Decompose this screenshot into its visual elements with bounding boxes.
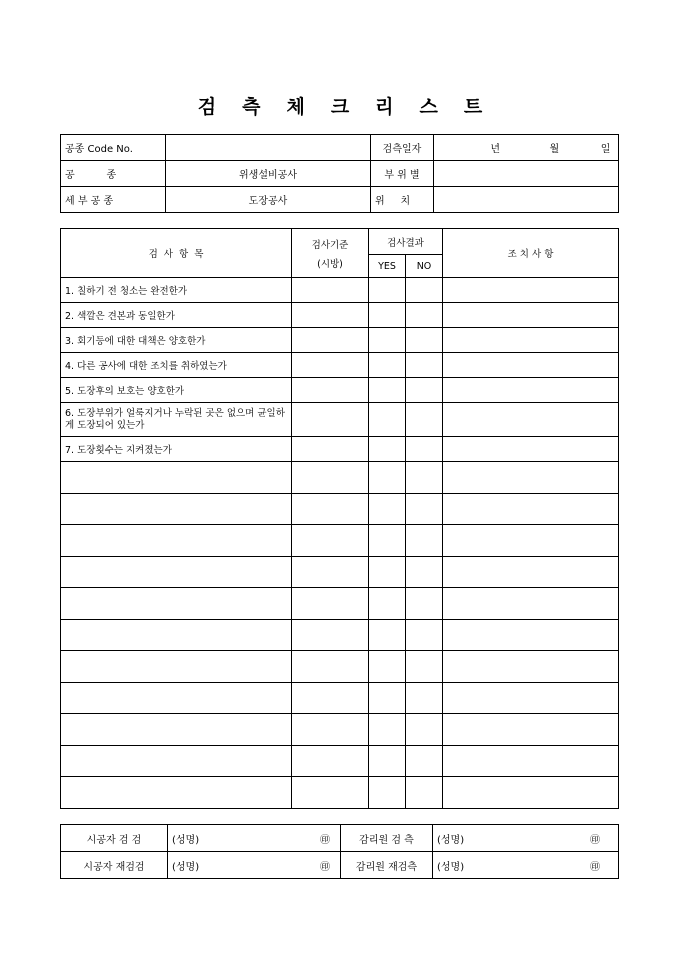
- date-day: 일: [600, 144, 611, 155]
- checklist-row: [61, 303, 619, 328]
- no-cell[interactable]: [406, 378, 443, 403]
- checklist-table: [60, 228, 619, 809]
- yes-cell[interactable]: [369, 651, 406, 683]
- detail-label: 세 부 공 종: [61, 187, 166, 213]
- action-cell[interactable]: [443, 462, 619, 494]
- item-cell[interactable]: [61, 777, 292, 809]
- item-cell[interactable]: 6. 도장부위가 얼룩지거나 누락된 곳은 없으며 균일하게 도장되어 있는가: [61, 403, 292, 437]
- info-row-detail: [61, 187, 619, 213]
- criteria-cell[interactable]: [292, 353, 369, 378]
- criteria-cell[interactable]: [292, 777, 369, 809]
- no-header: NO: [406, 255, 443, 278]
- yes-cell[interactable]: [369, 378, 406, 403]
- item-cell[interactable]: [61, 462, 292, 494]
- action-cell[interactable]: [443, 745, 619, 777]
- yes-cell[interactable]: [369, 437, 406, 462]
- action-cell[interactable]: [443, 378, 619, 403]
- criteria-cell[interactable]: [292, 714, 369, 746]
- checklist-body: [61, 278, 619, 809]
- yes-cell[interactable]: [369, 619, 406, 651]
- action-cell[interactable]: [443, 588, 619, 620]
- action-cell[interactable]: [443, 682, 619, 714]
- info-table: [60, 134, 619, 213]
- action-cell[interactable]: [443, 437, 619, 462]
- inspect-date-label: 검측일자: [371, 135, 434, 161]
- criteria-cell[interactable]: [292, 278, 369, 303]
- supervisor-name-label: (성명): [437, 834, 465, 846]
- checklist-row: [61, 403, 619, 437]
- checklist-row: [61, 682, 619, 714]
- no-cell[interactable]: [406, 525, 443, 557]
- checklist-row: [61, 619, 619, 651]
- item-cell[interactable]: 1. 칠하기 전 청소는 완전한가: [61, 278, 292, 303]
- no-cell[interactable]: [406, 353, 443, 378]
- action-header: 조 치 사 항: [443, 229, 619, 278]
- item-cell[interactable]: 4. 다른 공사에 대한 조치를 취하였는가: [61, 353, 292, 378]
- signature-row-reinspect: [61, 852, 619, 879]
- signature-row-inspect: [61, 825, 619, 852]
- title-char: 크: [330, 96, 350, 118]
- contractor-reinspect-sign[interactable]: [168, 852, 341, 879]
- no-cell[interactable]: [406, 714, 443, 746]
- contractor-inspect-label: 시공자 검 검: [61, 825, 168, 852]
- checklist-row: [61, 278, 619, 303]
- action-cell[interactable]: [443, 525, 619, 557]
- criteria-cell[interactable]: [292, 619, 369, 651]
- criteria-cell[interactable]: [292, 745, 369, 777]
- location-label: 위 치: [371, 187, 434, 213]
- contractor-reinspect-label: 시공자 재검검: [61, 852, 168, 879]
- item-cell[interactable]: [61, 745, 292, 777]
- action-cell[interactable]: [443, 493, 619, 525]
- seal-mark: ㊞: [320, 834, 330, 846]
- criteria-cell[interactable]: [292, 556, 369, 588]
- no-cell[interactable]: [406, 328, 443, 353]
- checklist-row: [61, 437, 619, 462]
- no-cell[interactable]: [406, 619, 443, 651]
- item-cell[interactable]: [61, 493, 292, 525]
- criteria-header: [292, 229, 369, 278]
- checklist-row: [61, 745, 619, 777]
- no-cell[interactable]: [406, 588, 443, 620]
- date-year: 년: [490, 144, 500, 155]
- yes-cell[interactable]: [369, 353, 406, 378]
- yes-header: YES: [369, 255, 406, 278]
- checklist-row: [61, 588, 619, 620]
- yes-cell[interactable]: [369, 462, 406, 494]
- supervisor-reinspect-sign[interactable]: [433, 852, 619, 879]
- no-cell[interactable]: [406, 651, 443, 683]
- checklist-row: [61, 714, 619, 746]
- yes-cell[interactable]: [369, 278, 406, 303]
- action-cell[interactable]: [443, 403, 619, 437]
- action-cell[interactable]: [443, 353, 619, 378]
- yes-cell[interactable]: [369, 556, 406, 588]
- checklist-row: [61, 328, 619, 353]
- item-cell[interactable]: 2. 색깔은 견본과 동일한가: [61, 303, 292, 328]
- item-cell[interactable]: [61, 682, 292, 714]
- action-cell[interactable]: [443, 556, 619, 588]
- criteria-cell[interactable]: [292, 403, 369, 437]
- yes-cell[interactable]: [369, 403, 406, 437]
- title-char: 스: [419, 96, 438, 118]
- signature-table: [60, 824, 619, 879]
- seal-mark: ㊞: [590, 834, 600, 846]
- item-cell[interactable]: [61, 714, 292, 746]
- no-cell[interactable]: [406, 745, 443, 777]
- supervisor-inspect-label: 감리원 검 측: [341, 825, 433, 852]
- part-label: 부 위 별: [371, 161, 434, 187]
- work-type-label: 공 종: [61, 161, 166, 187]
- part-value[interactable]: [434, 161, 619, 187]
- item-cell[interactable]: 5. 도장후의 보호는 양호한가: [61, 378, 292, 403]
- item-header: 검 사 항 목: [61, 229, 292, 278]
- info-row-type: [61, 161, 619, 187]
- result-header: 검사결과: [369, 229, 443, 255]
- no-cell[interactable]: [406, 777, 443, 809]
- item-cell[interactable]: [61, 588, 292, 620]
- checklist-row: [61, 777, 619, 809]
- seal-mark: ㊞: [590, 861, 600, 873]
- checklist-row: [61, 378, 619, 403]
- item-cell[interactable]: 7. 도장횟수는 지켜졌는가: [61, 437, 292, 462]
- action-cell[interactable]: [443, 278, 619, 303]
- action-cell[interactable]: [443, 619, 619, 651]
- yes-cell[interactable]: [369, 714, 406, 746]
- supervisor-name-label: (성명): [437, 861, 465, 873]
- criteria-cell[interactable]: [292, 462, 369, 494]
- criteria-cell[interactable]: [292, 682, 369, 714]
- no-cell[interactable]: [406, 556, 443, 588]
- criteria-header-line1: 검사기준: [311, 239, 349, 251]
- action-cell[interactable]: [443, 328, 619, 353]
- checklist-row: [61, 556, 619, 588]
- item-cell[interactable]: [61, 619, 292, 651]
- item-cell[interactable]: [61, 556, 292, 588]
- inspect-date-value[interactable]: [434, 135, 619, 161]
- title-char: 체: [286, 96, 305, 118]
- title-char: 트: [463, 96, 483, 118]
- no-cell[interactable]: [406, 437, 443, 462]
- work-type-value[interactable]: 위생설비공사: [166, 161, 371, 187]
- no-cell[interactable]: [406, 303, 443, 328]
- criteria-cell[interactable]: [292, 525, 369, 557]
- action-cell[interactable]: [443, 303, 619, 328]
- supervisor-inspect-sign[interactable]: [433, 825, 619, 852]
- yes-cell[interactable]: [369, 328, 406, 353]
- action-cell[interactable]: [443, 651, 619, 683]
- title-char: 검: [197, 96, 217, 118]
- no-cell[interactable]: [406, 278, 443, 303]
- item-cell[interactable]: [61, 651, 292, 683]
- yes-cell[interactable]: [369, 745, 406, 777]
- no-cell[interactable]: [406, 462, 443, 494]
- yes-cell[interactable]: [369, 777, 406, 809]
- yes-cell[interactable]: [369, 588, 406, 620]
- checklist-row: [61, 525, 619, 557]
- criteria-cell[interactable]: [292, 328, 369, 353]
- form-title: [0, 92, 680, 119]
- action-cell[interactable]: [443, 714, 619, 746]
- title-char: 측: [242, 96, 261, 118]
- yes-cell[interactable]: [369, 525, 406, 557]
- criteria-cell[interactable]: [292, 588, 369, 620]
- item-cell[interactable]: [61, 525, 292, 557]
- criteria-cell[interactable]: [292, 493, 369, 525]
- criteria-cell[interactable]: [292, 378, 369, 403]
- info-row-code: [61, 135, 619, 161]
- work-code-label: 공종 Code No.: [61, 135, 166, 161]
- detail-value[interactable]: 도장공사: [166, 187, 371, 213]
- no-cell[interactable]: [406, 493, 443, 525]
- contractor-name-label: (성명): [172, 834, 200, 846]
- checklist-header-row: [61, 229, 619, 255]
- item-cell[interactable]: 3. 회기등에 대한 대책은 양호한가: [61, 328, 292, 353]
- criteria-cell[interactable]: [292, 437, 369, 462]
- yes-cell[interactable]: [369, 682, 406, 714]
- criteria-cell[interactable]: [292, 303, 369, 328]
- contractor-name-label: (성명): [172, 861, 200, 873]
- checklist-row: [61, 651, 619, 683]
- work-code-value[interactable]: [166, 135, 371, 161]
- no-cell[interactable]: [406, 682, 443, 714]
- location-value[interactable]: [434, 187, 619, 213]
- seal-mark: ㊞: [320, 861, 330, 873]
- criteria-header-line2: (시방): [317, 258, 343, 270]
- action-cell[interactable]: [443, 777, 619, 809]
- title-char: 리: [375, 96, 394, 118]
- no-cell[interactable]: [406, 403, 443, 437]
- checklist-row: [61, 353, 619, 378]
- contractor-inspect-sign[interactable]: [168, 825, 341, 852]
- checklist-row: [61, 493, 619, 525]
- date-month: 월: [549, 144, 560, 155]
- yes-cell[interactable]: [369, 303, 406, 328]
- criteria-cell[interactable]: [292, 651, 369, 683]
- checklist-row: [61, 462, 619, 494]
- yes-cell[interactable]: [369, 493, 406, 525]
- supervisor-reinspect-label: 감리원 재검측: [341, 852, 433, 879]
